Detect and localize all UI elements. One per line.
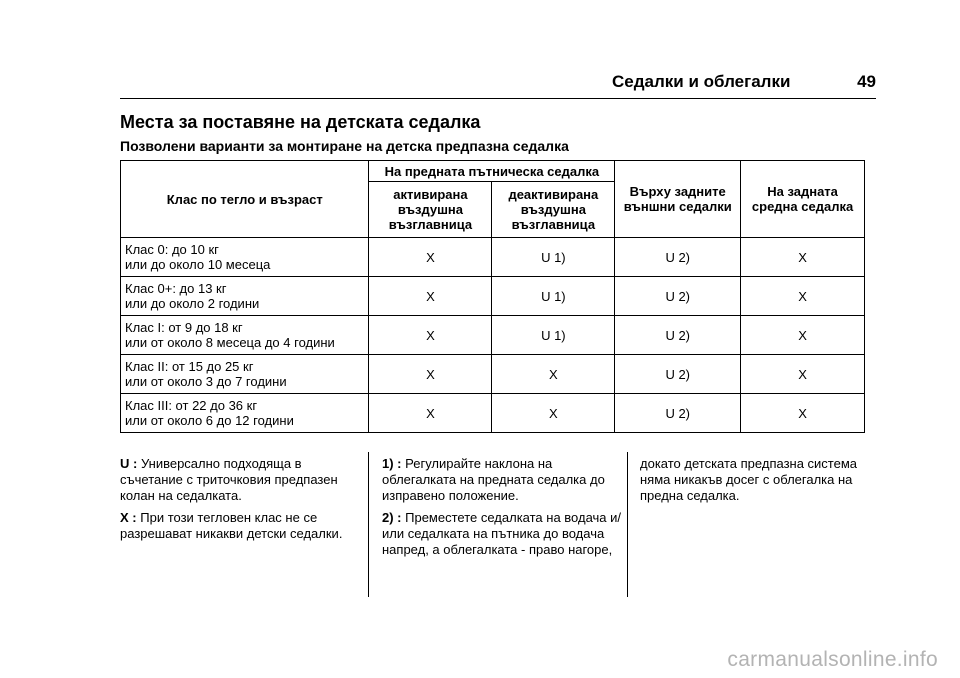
note-key: U : [120,456,138,471]
cell-rear-middle: X [741,355,865,394]
row-class [121,277,369,316]
notes-column-2 [382,456,622,564]
table-title: Позволени варианти за монтиране на детска предпазна седалка [120,138,569,154]
header-class: Клас по тегло и възраст [121,161,369,238]
column-divider [627,452,628,597]
watermark: carmanualsonline.info [727,648,938,671]
note-key: X : [120,510,137,525]
cell-airbag-on: X [369,394,492,433]
row-age: или до около 10 месеца [125,257,271,272]
header-airbag-off: деактивирана въздушна възглавница [492,182,615,238]
table-row [121,238,865,277]
cell-rear-middle: X [741,394,865,433]
cell-airbag-off: U 1) [492,277,615,316]
table-row [121,394,865,433]
row-class [121,316,369,355]
cell-airbag-off: U 1) [492,238,615,277]
row-age: или от около 8 месеца до 4 години [125,335,335,350]
cell-airbag-on: X [369,277,492,316]
row-weight: Клас 0: до 10 кг [125,242,219,257]
column-divider [368,452,369,597]
header-divider [120,98,876,99]
row-weight: Клас I: от 9 до 18 кг [125,320,243,335]
cell-airbag-off: X [492,394,615,433]
section-title: Седалки и облегалки [612,72,791,91]
note-text: Преместете седалката на водача и/или седалката на пътника до водача напред, а облегалката - право нагоре, [382,510,622,557]
note-continuation: докато детската предпазна система няма никакъв досег с облегалка на предна седалка. [640,456,858,503]
child-seat-table [120,160,865,433]
row-weight: Клас II: от 15 до 25 кг [125,359,254,374]
cell-airbag-on: X [369,238,492,277]
row-weight: Клас 0+: до 13 кг [125,281,227,296]
cell-rear-middle: X [741,316,865,355]
note-text: При този тегловен клас не се разрешават никакви детски седалки. [120,510,343,541]
note-key: 1) : [382,456,402,471]
notes-column-1 [120,456,360,548]
note-u [120,456,360,504]
cell-rear-outer: U 2) [615,394,741,433]
page-title: Места за поставяне на детската седалка [120,112,481,132]
note-text: Регулирайте наклона на облегалката на предната седалка до изправено положение. [382,456,605,503]
cell-airbag-off: U 1) [492,316,615,355]
note-text: Универсално подходяща в съчетание с триточковия предпазен колан на седалката. [120,456,338,503]
table-row [121,355,865,394]
note-x [120,510,360,542]
row-class [121,238,369,277]
row-age: или от около 6 до 12 години [125,413,294,428]
header-rear-outer: Върху задните външни седалки [615,161,741,238]
cell-airbag-on: X [369,316,492,355]
cell-rear-middle: X [741,277,865,316]
cell-airbag-on: X [369,355,492,394]
row-class [121,394,369,433]
note-1 [382,456,622,504]
cell-rear-outer: U 2) [615,277,741,316]
cell-rear-outer: U 2) [615,355,741,394]
header-rear-middle: На задната средна седалка [741,161,865,238]
row-age: или от около 3 до 7 години [125,374,287,389]
table-row [121,316,865,355]
table-row [121,277,865,316]
cell-rear-outer: U 2) [615,238,741,277]
cell-airbag-off: X [492,355,615,394]
cell-rear-middle: X [741,238,865,277]
row-weight: Клас III: от 22 до 36 кг [125,398,258,413]
row-class [121,355,369,394]
row-age: или до около 2 години [125,296,260,311]
page-header [612,72,876,92]
note-key: 2) : [382,510,402,525]
header-front-seat: На предната пътническа седалка [369,161,615,182]
header-airbag-on: активирана въздушна възглавница [369,182,492,238]
note-2 [382,510,622,558]
page-number: 49 [857,72,876,91]
cell-rear-outer: U 2) [615,316,741,355]
notes-column-3 [640,456,875,510]
